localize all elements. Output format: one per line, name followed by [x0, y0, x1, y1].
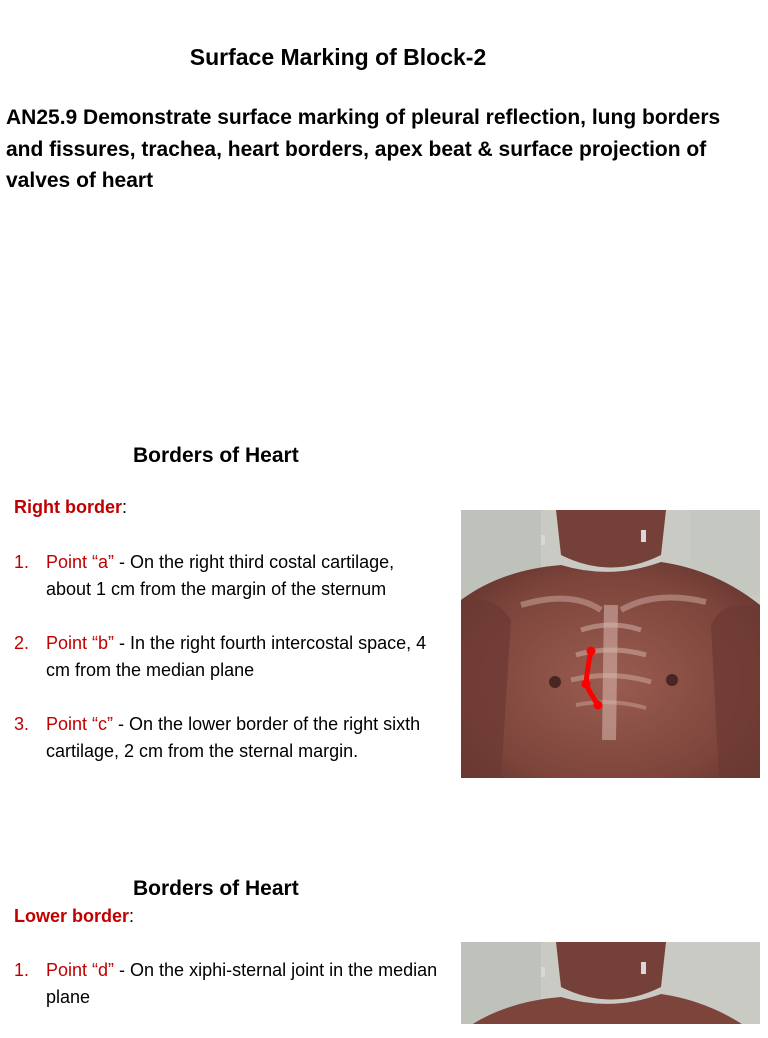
section-heading-right-border: Borders of Heart	[133, 444, 299, 467]
cadaver-chest-illustration	[461, 510, 760, 778]
list-number: 1.	[14, 960, 30, 980]
right-border-label	[14, 497, 127, 518]
cadaver-chest-photo	[461, 510, 760, 778]
learning-objective: AN25.9 Demonstrate surface marking of pleural reflection, lung borders and fissures, trachea, heart borders, apex beat & surface projection of valves of heart	[6, 106, 721, 192]
lower-border-points	[14, 957, 444, 1038]
list-item	[14, 957, 444, 1011]
point-description: - On the lower border of the right sixth cartilage, 2 cm from the sternal margin.	[46, 714, 421, 761]
list-item	[14, 630, 444, 684]
right-border-label-colon: :	[122, 497, 128, 517]
page-title: Surface Marking of Block-2	[189, 44, 487, 70]
list-number: 2.	[14, 633, 30, 653]
lower-border-label-text: Lower border	[14, 906, 130, 926]
list-item	[14, 549, 444, 603]
list-number: 1.	[14, 552, 30, 572]
point-name: Point “d”	[46, 960, 115, 980]
point-name: Point “b”	[46, 633, 115, 653]
list-number: 3.	[14, 714, 30, 734]
cadaver-chest-photo-2	[461, 942, 760, 1024]
lower-border-label-colon: :	[129, 906, 135, 926]
point-description: - In the right fourth intercostal space, 4 cm from the median plane	[46, 633, 427, 680]
list-item	[14, 711, 444, 765]
point-name: Point “c”	[46, 714, 114, 734]
point-description: - On the xiphi-sternal joint in the median plane	[46, 960, 438, 1007]
right-border-label-text: Right border	[14, 497, 122, 517]
point-name: Point “a”	[46, 552, 115, 572]
cadaver-chest-illustration-2	[461, 942, 760, 1024]
section-heading-lower-border: Borders of Heart	[133, 877, 299, 900]
point-description: - On the right third costal cartilage, about 1 cm from the margin of the sternum	[46, 552, 395, 599]
right-border-points	[14, 549, 444, 792]
lower-border-label	[14, 906, 134, 927]
